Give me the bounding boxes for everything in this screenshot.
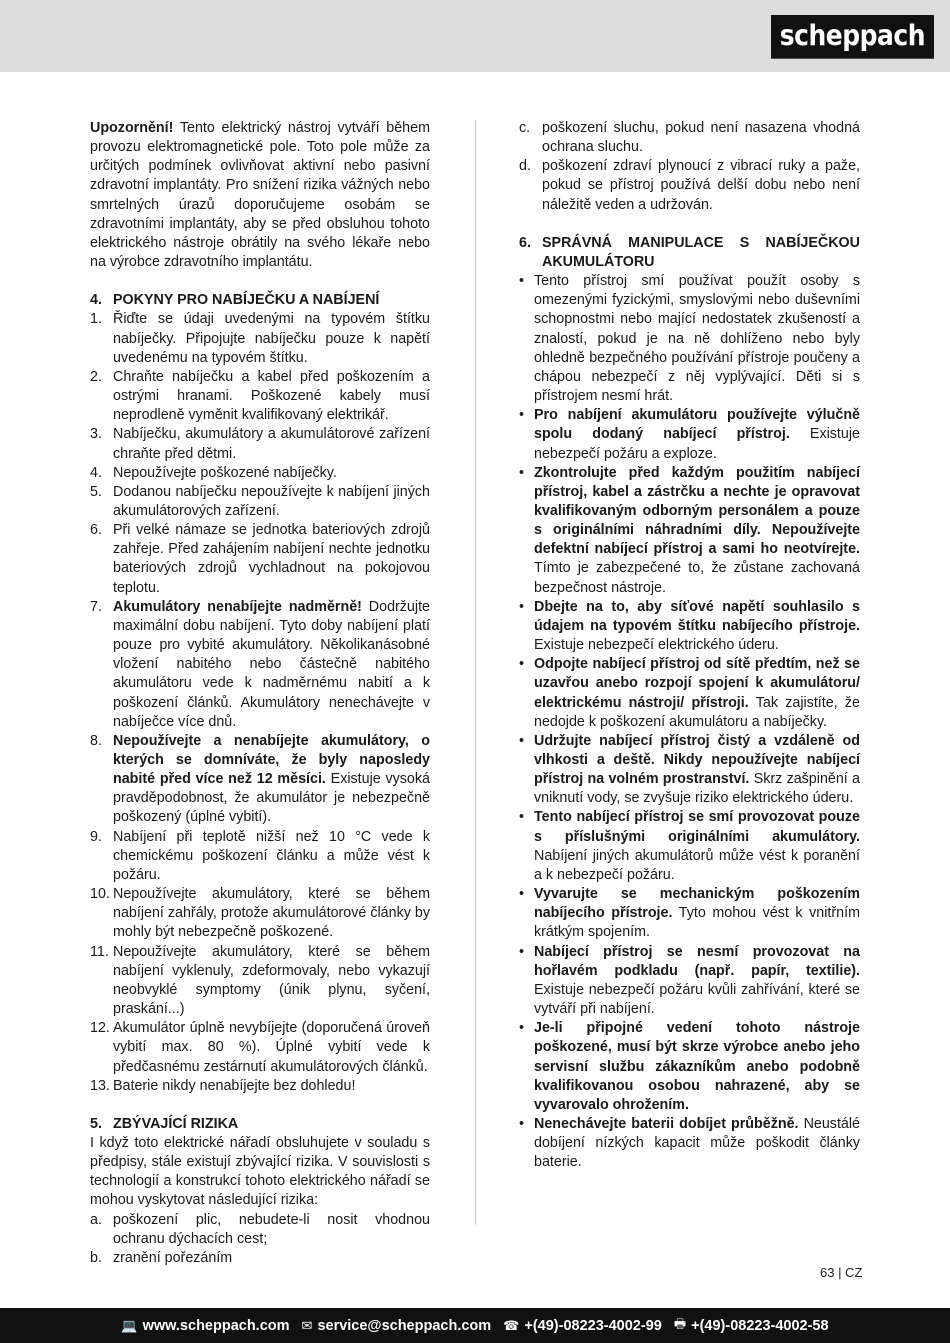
item-text: Nepoužívejte poškozené nabíječky. [113, 464, 337, 481]
header-bar [0, 0, 950, 72]
item-text: Existuje vysoká pravděpodobnost, že akumulátor je nebezpečně poškozený (úplné vybití). [113, 771, 430, 826]
list-marker: • [519, 407, 525, 424]
bullet-item [519, 885, 860, 942]
right-column [519, 119, 860, 1172]
item-text: Při velké námaze se jednotka bateriových zdrojů zahřeje. Před zahájením nabíjení nechte jednotku bateriových zdrojů vychladnout na pokojovou teplotu. [113, 522, 430, 596]
list-marker: • [519, 273, 525, 290]
item-text: Skrz zašpinění a vniknutí vody, se zvyšuje riziko elektrického úderu. [534, 771, 860, 807]
bullet-item [519, 655, 860, 732]
emphasis-text: Nenechávejte baterii dobíjet průběžně. [534, 1115, 799, 1132]
list-item [519, 119, 860, 157]
emphasis-text: Pro nabíjení akumulátoru používejte výlučně spolu dodaný nabíjecí přístroj. [534, 407, 860, 443]
footer-website[interactable]: 💻 www.scheppach.com [121, 1317, 290, 1334]
list-item [90, 598, 430, 732]
charger-handling-bullets [519, 272, 860, 1172]
left-column [90, 119, 430, 1268]
list-marker: • [519, 732, 525, 749]
list-marker: • [519, 464, 525, 481]
item-text: Existuje nebezpečí požáru kvůli zahřívání, které se vytváří při nabíjení. [534, 981, 860, 1018]
emphasis-text: Akumulátory nenabíjejte nadměrně! [113, 598, 362, 615]
list-item [90, 732, 430, 828]
list-item [90, 1019, 430, 1076]
list-item [90, 1249, 430, 1268]
footer-fax: 🖶 +(49)-08223-4002-58 [674, 1315, 829, 1337]
list-marker: 11. [90, 943, 109, 960]
bullet-item [519, 272, 860, 406]
list-item [90, 828, 430, 885]
section-5-intro: I když toto elektrické nářadí obsluhujete v souladu s předpisy, stále existují zbývající rizika. V souvislosti s technologií a konstrukcí tohoto elektrického nářadí se mohou vyskytovat následující rizika: [90, 1134, 430, 1209]
bullet-item [519, 1115, 860, 1172]
list-item [90, 425, 430, 463]
bullet-item [519, 808, 860, 885]
list-item [90, 1211, 430, 1249]
residual-risks-continued-list [519, 119, 860, 215]
section-4-heading: 4. POKYNY PRO NABÍJEČKU A NABÍJENÍ [90, 291, 430, 310]
list-marker: • [519, 943, 525, 960]
emphasis-text: Zkontrolujte před každým použitím nabíjecí přístroj, kabel a zástrčku a nechte je opravovat kvalifikovaným odborným personálem a pouze s originálními náhradními díly. Nepoužívejte defektní nabíjecí přístroj a sami ho neotvírejte. [534, 464, 860, 558]
list-marker: • [519, 656, 525, 673]
item-text: poškození zdraví plynoucí z vibrací ruky a paže, pokud se přístroj používá delší dobu nebo není náležitě veden a udržován. [542, 158, 860, 213]
section-5-title: ZBÝVAJÍCÍ RIZIKA [113, 1115, 239, 1132]
list-item [90, 310, 430, 367]
charger-instructions-list [90, 310, 430, 1095]
item-text: Existuje nebezpečí požáru a exploze. [534, 426, 860, 462]
emphasis-text: Vyvarujte se mechanickým poškozením nabíjecího přístroje. [534, 886, 860, 922]
bullet-item [519, 1019, 860, 1115]
item-text: Tímto je zabezpečené to, že zůstane zachovaná bezpečnost nástroje. [534, 560, 860, 596]
list-marker: • [519, 809, 525, 826]
item-text: Chraňte nabíječku a kabel před poškozením a ostrými hranami. Poškozené kabely musí neprodleně vyměnit kvalifikovaný elektrikář. [113, 368, 430, 424]
warning-text: Tento elektrický nástroj vytváří během provozu elektromagnetické pole. Toto pole může za určitých podmínek ovlivňovat aktivní nebo pasivní zdravotní implantáty. Pro snížení rizika vážných nebo smrtelných úrazů doporučujeme osobám se zdravotními implantáty, aby se před obsluhou tohoto elektrického nástroje obrátily na svého lékaře nebo na výrobce zdravotního implantátu. [90, 120, 430, 271]
list-marker: 7. [90, 598, 102, 615]
item-text: Nabíjení jiných akumulátorů může vést k poranění a k nebezpečí požáru. [534, 847, 860, 883]
list-item [90, 1077, 430, 1096]
emphasis-text: Nabíjecí přístroj se nesmí provozovat na hořlavém podkladu (např. papír, textilie). [534, 943, 860, 979]
item-text: Existuje nebezpečí elektrického úderu. [534, 637, 779, 654]
list-marker: • [519, 1115, 525, 1132]
item-text: Nabíjení při teplotě nižší než 10 °C vede k chemickému poškození článku a může vést k požáru. [113, 828, 430, 883]
phone-icon: ☎ [503, 1317, 520, 1333]
section-6-title: SPRÁVNÁ MANIPULACE S NABÍJEČKOU AKUMULÁTORU [542, 234, 860, 270]
item-text: poškození plic, nebudete-li nosit vhodnou ochranu dýchacích cest; [113, 1211, 430, 1247]
page-number: 63 | CZ [820, 1265, 863, 1280]
list-marker: d. [519, 158, 531, 175]
item-text: Tyto mohou vést k vnitřním krátkým spojením. [534, 905, 860, 941]
emphasis-text: Udržujte nabíjecí přístroj čistý a vzdáleně od vlhkosti a deště. Nikdy nepoužívejte nabíjecí přístroj na volném prostranství. [534, 732, 860, 788]
section-5-heading: 5. ZBÝVAJÍCÍ RIZIKA [90, 1115, 430, 1134]
item-text: Neustálé dobíjení nízkých kapacit může poškodit články baterie. [534, 1115, 860, 1171]
item-text: Řiďte se údaji uvedenými na typovém štítku nabíječky. Připojujte nabíječku pouze k napětí uvedenému na typovém štítku. [113, 311, 430, 366]
item-text: Tak zajistíte, že nedojde k poškození akumulátoru a nabíječky. [534, 694, 861, 730]
item-text: Akumulátor úplně nevybíjejte (doporučená úroveň vybití max. 80 %). Úplné vybití vede k předčasnému zestárnutí akumulátorových článků. [113, 1020, 430, 1075]
footer-phone: ☎ +(49)-08223-4002-99 [503, 1317, 662, 1334]
list-marker: 12. [90, 1020, 110, 1037]
section-6-heading: 6. SPRÁVNÁ MANIPULACE S NABÍJEČKOU AKUMULÁTORU [519, 234, 860, 272]
footer-email[interactable]: ✉ service@scheppach.com [301, 1317, 492, 1334]
emphasis-text: Nepoužívejte a nenabíjejte akumulátory, o kterých se domníváte, že byly naposledy nabité před více než 12 měsíci. [113, 732, 430, 788]
item-text: Nepoužívejte akumulátory, které se během nabíjení vyklenuly, zdeformovaly, nebo vykazují neobvyklé symptomy (únik plynu, syčení, praskání...) [113, 943, 430, 1018]
list-marker: 5. [90, 483, 102, 500]
mail-icon: ✉ [301, 1317, 313, 1333]
footer-bar [0, 1308, 950, 1343]
column-divider [475, 120, 476, 1225]
item-text: Nepoužívejte akumulátory, které se během nabíjení zahřály, protože akumulátorové články by mohly být nebezpečně poškozené. [113, 886, 430, 941]
list-marker: c. [519, 120, 531, 136]
item-text: Nabíječku, akumulátory a akumulátorové zařízení chraňte před dětmi. [113, 426, 430, 462]
bullet-item [519, 598, 860, 655]
scheppach-logo: scheppach [771, 15, 934, 59]
list-item [90, 943, 430, 1020]
warning-label: Upozornění! [90, 120, 174, 136]
list-marker: 9. [90, 828, 102, 845]
list-marker: • [519, 598, 525, 615]
list-marker: 1. [90, 311, 102, 328]
list-item [90, 885, 430, 942]
list-marker: 10. [90, 886, 110, 903]
bullet-item [519, 406, 860, 463]
list-marker: 3. [90, 426, 102, 443]
list-marker: • [519, 886, 525, 903]
list-item [90, 521, 430, 598]
list-item [90, 368, 430, 425]
bullet-item [519, 943, 860, 1020]
list-marker: a. [90, 1211, 102, 1228]
section-4-title: POKYNY PRO NABÍJEČKU A NABÍJENÍ [113, 292, 380, 309]
warning-paragraph [90, 119, 430, 272]
computer-icon: 💻 [121, 1317, 138, 1333]
list-item [519, 157, 860, 214]
list-marker: 6. [90, 522, 102, 539]
item-text: Baterie nikdy nenabíjejte bez dohledu! [113, 1077, 356, 1094]
list-item [90, 464, 430, 483]
item-text: Dodržujte maximální dobu nabíjení. Tyto doby nabíjení platí pouze pro vybité akumulátory. Několikanásobné vložení nabitého nebo částečně nabitého akumulátoru vede k nadměrnému nabití a k poškození článků. Akumulátory nenechávejte v nabíječce více dnů. [113, 598, 430, 730]
bullet-item [519, 464, 860, 598]
list-marker: 4. [90, 464, 102, 481]
emphasis-text: Tento nabíjecí přístroj se smí provozovat pouze s příslušnými originálními akumulátory. [534, 809, 860, 845]
list-marker: 8. [90, 732, 102, 749]
list-item [90, 483, 430, 521]
item-text: Tento přístroj smí používat použít osoby s omezenými fyzickými, smyslovými nebo duševními schopnostmi nebo mající nedostatek zkušeností a znalostí, pokud je na ně dohlíženo nebo byly ohledně bezpečného používání přístroje poučeny a chápou nebezpečí z něj vyplývající. Děti si s přístrojem nesmí hrát. [534, 273, 860, 405]
item-text: Dodanou nabíječku nepoužívejte k nabíjení jiných akumulátorových zařízení. [113, 483, 430, 519]
emphasis-text: Dbejte na to, aby síťové napětí souhlasilo s údajem na typovém štítku nabíjecího přístroje. [534, 598, 860, 634]
emphasis-text: Odpojte nabíjecí přístroj od sítě předtím, než se uzavřou anebo rozpojí spojení k akumulátoru/ elektrickému nástroji/ přístroji. [534, 656, 860, 711]
residual-risks-list [90, 1211, 430, 1268]
list-marker: b. [90, 1249, 102, 1266]
bullet-item [519, 732, 860, 809]
item-text: zranění pořezáním [113, 1249, 233, 1266]
list-marker: • [519, 1020, 525, 1037]
fax-icon: 🖶 [673, 1315, 687, 1331]
item-text: poškození sluchu, pokud není nasazena vhodná ochrana sluchu. [542, 120, 860, 156]
emphasis-text: Je-li připojné vedení tohoto nástroje poškozené, musí být skrze výrobce anebo jeho servisní službu zákazníkům anebo podobně kvalifikovanou osobou nahrazené, aby se vyvarovalo ohrožením. [534, 1020, 860, 1113]
list-marker: 13. [90, 1077, 110, 1094]
list-marker: 2. [90, 368, 102, 385]
